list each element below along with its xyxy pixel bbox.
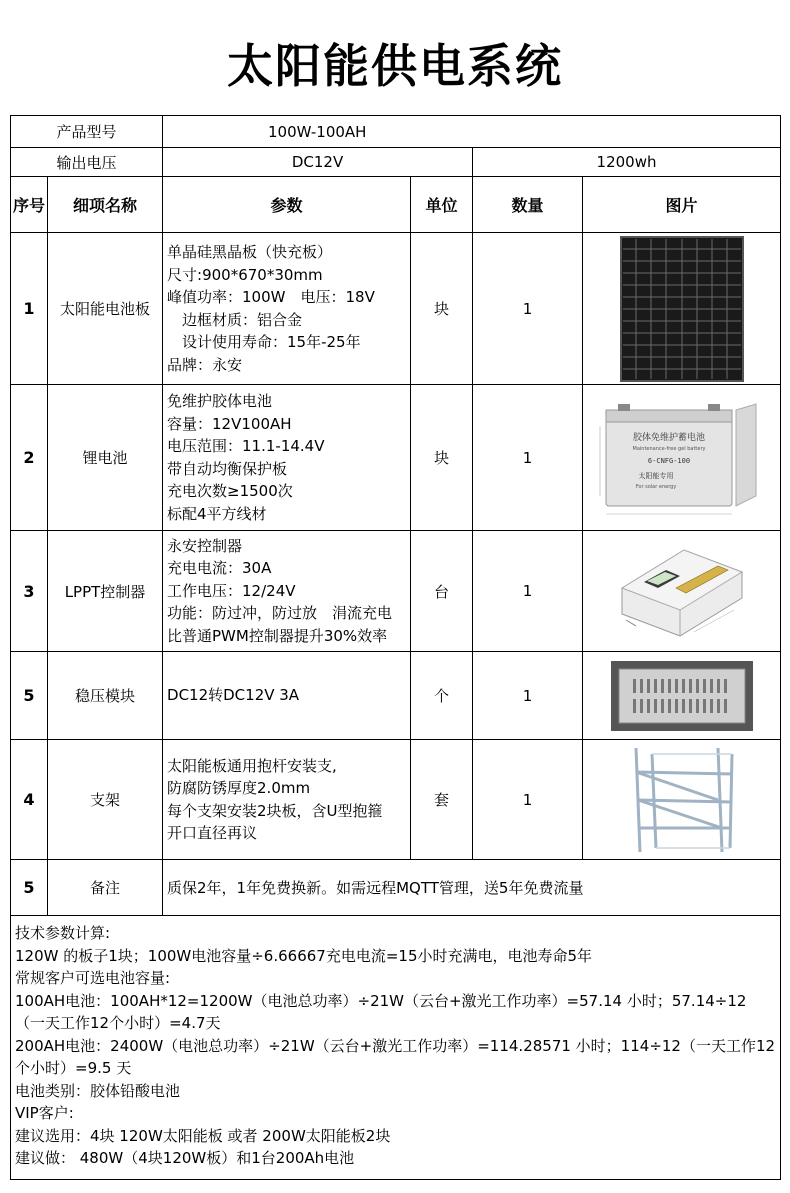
row-name: 太阳能电池板 [48, 233, 163, 385]
row-seq: 2 [11, 385, 48, 531]
regulator-module-image [611, 661, 753, 731]
table-row [11, 385, 781, 531]
controller-image [614, 536, 750, 646]
param-line: 设计使用寿命：15年-25年 [167, 333, 361, 351]
row-qty: 1 [473, 652, 583, 740]
battery-image [596, 396, 768, 520]
header-seq: 序号 [11, 177, 48, 233]
param-line: DC12转DC12V 3A [167, 686, 300, 705]
row-unit: 台 [411, 531, 473, 652]
note-line: 常规客户可选电池容量: [15, 969, 171, 987]
param-line: 每个支架安装2块板，含U型抱箍 [167, 801, 383, 820]
header-image: 图片 [583, 177, 781, 233]
param-line: 功能：防过冲，防过放 涓流充电 [167, 604, 393, 623]
param-line: 容量：12V100AH [167, 414, 292, 433]
page-title: 太阳能供电系统 [227, 39, 563, 93]
row-name: 稳压模块 [48, 652, 163, 740]
row-unit: 块 [411, 385, 473, 531]
remark-seq: 5 [11, 860, 48, 916]
voltage-row [11, 148, 781, 177]
table-row [11, 531, 781, 652]
param-line: 单晶硅黑晶板（快充板） [167, 243, 333, 261]
note-line: 建议做： 480W（4块120W板）和1台200Ah电池 [15, 1149, 355, 1167]
row-name: 支架 [48, 740, 163, 860]
row-unit: 块 [411, 233, 473, 385]
row-unit: 个 [411, 652, 473, 740]
table-row [11, 233, 781, 385]
battery-label: For solar energy [635, 483, 676, 490]
param-line: 标配4平方线材 [167, 504, 267, 523]
note-line: VIP客户: [15, 1104, 74, 1122]
param-line: 品牌：永安 [167, 355, 243, 374]
row-seq: 1 [11, 233, 48, 385]
row-unit: 套 [411, 740, 473, 860]
row-qty: 1 [473, 531, 583, 652]
table-row [11, 652, 781, 740]
row-image [583, 652, 781, 740]
row-seq: 3 [11, 531, 48, 652]
row-name: LPPT控制器 [48, 531, 163, 652]
param-line: 太阳能板通用抱杆安装支, [167, 756, 337, 775]
technical-notes [11, 916, 781, 1180]
note-line: 建议选用：4块 120W太阳能板 或者 200W太阳能板2块 [15, 1126, 391, 1145]
note-line: 200AH电池：2400W（电池总功率）÷21W（云台+激光工作功率）=114.28571 小时；114÷12（一天工作12个小时）=9.5 天 [15, 1036, 776, 1077]
row-qty: 1 [473, 385, 583, 531]
voltage-label: 输出电压 [11, 148, 163, 177]
battery-label: Maintenance-free gel battery [632, 445, 705, 452]
model-value: 100W-100AH [163, 116, 781, 148]
notes-row [11, 916, 781, 1180]
remark-text: 质保2年，1年免费换新。如需远程MQTT管理，送5年免费流量 [163, 860, 781, 916]
row-image [583, 531, 781, 652]
battery-label: 6-CNFG-100 [647, 456, 690, 465]
row-params [163, 233, 411, 385]
row-image [583, 385, 781, 531]
param-line: 电压范围：11.1-14.4V [167, 437, 325, 455]
row-image [583, 233, 781, 385]
row-qty: 1 [473, 740, 583, 860]
solar-panel-image [620, 236, 744, 382]
row-params [163, 740, 411, 860]
param-line: 尺寸:900*670*30mm [167, 265, 323, 284]
param-line: 开口直径再议 [167, 824, 258, 842]
param-line: 防腐防锈厚度2.0mm [167, 779, 311, 797]
row-qty: 1 [473, 233, 583, 385]
param-line: 充电电流：30A [167, 559, 272, 578]
row-seq: 5 [11, 652, 48, 740]
spec-table [10, 115, 781, 1180]
header-qty: 数量 [473, 177, 583, 233]
header-row [11, 177, 781, 233]
row-params [163, 385, 411, 531]
battery-label: 太阳能专用 [638, 471, 674, 480]
param-line: 带自动均衡保护板 [167, 459, 288, 478]
param-line: 充电次数≥1500次 [167, 482, 293, 500]
header-name: 细项名称 [48, 177, 163, 233]
row-params [163, 531, 411, 652]
model-label: 产品型号 [11, 116, 163, 148]
battery-label: 胶体免维护蓄电池 [632, 432, 705, 443]
note-line: 100AH电池：100AH*12=1200W（电池总功率）÷21W（云台+激光工作功率）=57.14 小时；57.14÷12（一天工作12个小时）=4.7天 [15, 991, 747, 1032]
note-line: 技术参数计算: [15, 924, 111, 942]
param-line: 工作电压：12/24V [167, 581, 296, 600]
voltage-value: DC12V [163, 148, 473, 177]
header-params: 参数 [163, 177, 411, 233]
param-line: 永安控制器 [167, 536, 243, 555]
param-line: 峰值功率：100W 电压：18V [167, 288, 375, 306]
row-image [583, 740, 781, 860]
row-seq: 4 [11, 740, 48, 860]
row-params [163, 652, 411, 740]
header-unit: 单位 [411, 177, 473, 233]
param-line: 免维护胶体电池 [167, 392, 273, 410]
row-name: 锂电池 [48, 385, 163, 531]
note-line: 电池类别：胶体铅酸电池 [15, 1081, 181, 1100]
param-line: 比普通PWM控制器提升30%效率 [167, 626, 388, 645]
mounting-bracket-image [622, 744, 742, 856]
model-row [11, 116, 781, 148]
remark-label: 备注 [48, 860, 163, 916]
note-line: 120W 的板子1块；100W电池容量÷6.66667充电电流=15小时充满电，电池寿命5年 [15, 946, 593, 965]
table-row [11, 740, 781, 860]
remark-row [11, 860, 781, 916]
param-line: 边框材质：铝合金 [167, 310, 303, 329]
capacity-value: 1200wh [473, 148, 781, 177]
